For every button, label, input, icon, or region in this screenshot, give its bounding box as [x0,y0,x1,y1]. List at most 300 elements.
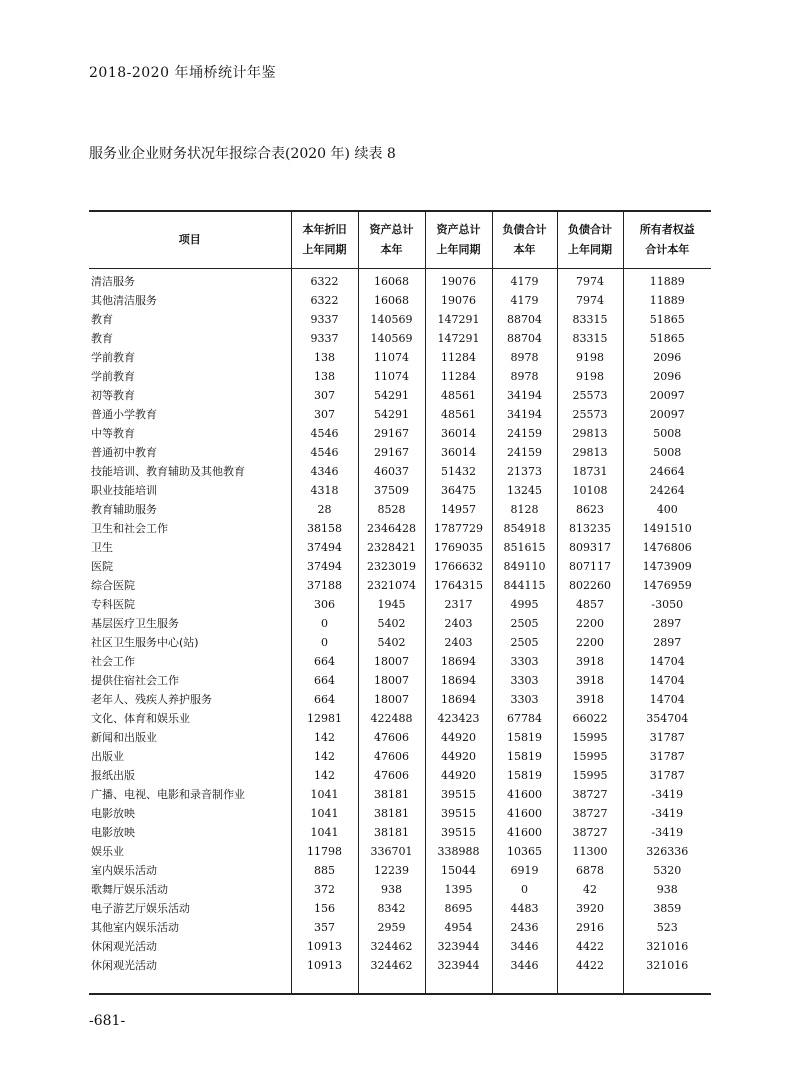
table-cell: 4179 [492,269,557,292]
row-label: 歌舞厅娱乐活动 [91,883,168,896]
row-label: 新闻和出版业 [91,731,157,744]
table-cell: 1766632 [425,557,492,576]
table-row [89,291,711,310]
table-cell: 142 [291,766,358,785]
column-header [623,211,711,269]
table-cell: 67784 [492,709,557,728]
table-cell: 19076 [425,291,492,310]
table-cell: 2096 [623,348,711,367]
table-cell: 11074 [358,367,425,386]
table-cell: 18694 [425,690,492,709]
table-cell: 11889 [623,291,711,310]
table-cell: 38727 [557,823,623,842]
table-row [89,823,711,842]
row-label: 学前教育 [91,370,135,383]
table-cell: 37494 [291,557,358,576]
table-row [89,880,711,899]
column-header-line: 负债合计 [502,223,547,236]
table-cell: 4422 [557,956,623,994]
table-cell: 66022 [557,709,623,728]
table-cell: 323944 [425,956,492,994]
table-cell: 9198 [557,367,623,386]
table-cell: 3303 [492,671,557,690]
table-cell: 147291 [425,329,492,348]
table-cell: 2403 [425,614,492,633]
table-cell: 12239 [358,861,425,880]
table-cell: 51432 [425,462,492,481]
table-cell: 306 [291,595,358,614]
table-cell: 2959 [358,918,425,937]
table-cell: 18731 [557,462,623,481]
row-label: 卫生 [91,541,113,554]
table-cell: 20097 [623,386,711,405]
table-cell: 38181 [358,823,425,842]
table-cell: 38181 [358,785,425,804]
table-row [89,310,711,329]
table-cell: 338988 [425,842,492,861]
row-label: 中等教育 [91,427,135,440]
row-label: 提供住宿社会工作 [91,674,179,687]
table-cell: 326336 [623,842,711,861]
table-cell: 37188 [291,576,358,595]
table-cell: 0 [291,633,358,652]
table-cell: 21373 [492,462,557,481]
table-cell: 4318 [291,481,358,500]
table-row [89,424,711,443]
table-cell: 1395 [425,880,492,899]
table-cell: 11074 [358,348,425,367]
table-cell: 10365 [492,842,557,861]
table-cell: 2505 [492,633,557,652]
table-cell: 5320 [623,861,711,880]
table-cell: 4546 [291,424,358,443]
table-cell: 0 [492,880,557,899]
table-cell: 41600 [492,823,557,842]
row-label: 卫生和社会工作 [91,522,168,535]
table-row [89,557,711,576]
table-cell: 16068 [358,269,425,292]
column-header [89,211,291,269]
table-row [89,462,711,481]
table-cell: 1041 [291,823,358,842]
table-cell: 3920 [557,899,623,918]
table-row [89,728,711,747]
table-row [89,690,711,709]
table-cell: 664 [291,652,358,671]
row-label: 职业技能培训 [91,484,157,497]
table-cell: 140569 [358,329,425,348]
table-cell: 10913 [291,937,358,956]
table-cell: 138 [291,348,358,367]
table-cell: 39515 [425,823,492,842]
table-cell: 51865 [623,329,711,348]
table-cell: 4546 [291,443,358,462]
table-cell: 29167 [358,443,425,462]
table-row [89,671,711,690]
table-cell: 8695 [425,899,492,918]
table-cell: -3419 [623,785,711,804]
table-cell: 357 [291,918,358,937]
table-cell: 31787 [623,728,711,747]
table-cell: 38181 [358,804,425,823]
table-caption: 服务业企业财务状况年报综合表(2020 年) 续表 8 [89,146,396,162]
row-label: 教育辅助服务 [91,503,157,516]
table-cell: 47606 [358,747,425,766]
row-label: 休闲观光活动 [91,940,157,953]
statistics-table [89,210,711,995]
table-cell: 36014 [425,424,492,443]
table-cell: 47606 [358,766,425,785]
table-cell: 4422 [557,937,623,956]
table-cell: 28 [291,500,358,519]
table-cell: 83315 [557,310,623,329]
table-cell: 29813 [557,443,623,462]
table-cell: 5402 [358,633,425,652]
table-row [89,899,711,918]
table-cell: 14957 [425,500,492,519]
table-cell: 42 [557,880,623,899]
table-cell: 11889 [623,269,711,292]
table-row [89,918,711,937]
table-row [89,861,711,880]
table-cell: 15819 [492,728,557,747]
table-cell: 2323019 [358,557,425,576]
row-label: 休闲观光活动 [89,956,291,994]
table-cell: 2897 [623,633,711,652]
table-cell: 36014 [425,443,492,462]
column-header-line: 合计本年 [645,243,690,256]
table-cell: 400 [623,500,711,519]
table-cell: 664 [291,690,358,709]
table-cell: 9337 [291,329,358,348]
table-cell: 12981 [291,709,358,728]
table-cell: 938 [623,880,711,899]
table-cell: 324462 [358,937,425,956]
table-body [89,269,711,995]
row-label: 教育 [91,313,113,326]
row-label: 技能培训、教育辅助及其他教育 [91,465,245,478]
table-cell: 5008 [623,443,711,462]
row-label: 医院 [91,560,113,573]
table-cell: 41600 [492,804,557,823]
table-cell: 321016 [623,956,711,994]
table-row [89,329,711,348]
row-label: 社会工作 [91,655,135,668]
table-cell: 4995 [492,595,557,614]
row-label: 娱乐业 [91,845,124,858]
table-cell: 14704 [623,652,711,671]
table-cell: 10108 [557,481,623,500]
table-cell: 3446 [492,937,557,956]
table-cell: 6322 [291,291,358,310]
table-header [89,211,711,269]
table-cell: 15995 [557,728,623,747]
table-cell: 844115 [492,576,557,595]
table-cell: 51865 [623,310,711,329]
table-cell: 140569 [358,310,425,329]
table-cell: 11798 [291,842,358,861]
row-label: 其他清洁服务 [91,294,157,307]
table-cell: 38727 [557,804,623,823]
table-cell: 54291 [358,386,425,405]
table-cell: 14704 [623,671,711,690]
table-cell: 15819 [492,766,557,785]
table-cell: 15995 [557,766,623,785]
row-label: 文化、体育和娱乐业 [91,712,190,725]
table-cell: 854918 [492,519,557,538]
table-cell: 18007 [358,690,425,709]
table-cell: -3050 [623,595,711,614]
table-cell: 1476959 [623,576,711,595]
table-cell: 6919 [492,861,557,880]
table-cell: 19076 [425,269,492,292]
table-cell: 88704 [492,329,557,348]
table-cell: -3419 [623,804,711,823]
table-cell: 0 [291,614,358,633]
row-label: 老年人、残疾人养护服务 [91,693,212,706]
table-cell: 372 [291,880,358,899]
table-cell: 2200 [557,614,623,633]
column-header [425,211,492,269]
table-cell: 15995 [557,747,623,766]
table-cell: 48561 [425,405,492,424]
table-cell: 46037 [358,462,425,481]
row-label: 普通小学教育 [91,408,157,421]
table-cell: 2200 [557,633,623,652]
table-cell: 31787 [623,766,711,785]
column-header-line: 资产总计 [436,223,481,236]
row-label: 室内娱乐活动 [91,864,157,877]
column-header-line: 上年同期 [436,243,481,256]
table-row [89,614,711,633]
table-cell: 156 [291,899,358,918]
page-number: -681- [89,1013,126,1029]
column-header-line: 资产总计 [369,223,414,236]
table-cell: 47606 [358,728,425,747]
table-cell: 2505 [492,614,557,633]
table-cell: 4483 [492,899,557,918]
table-cell: 8623 [557,500,623,519]
table-cell: 14704 [623,690,711,709]
table-cell: 323944 [425,937,492,956]
table-cell: 15819 [492,747,557,766]
table-cell: 1787729 [425,519,492,538]
table-cell: 3303 [492,690,557,709]
row-label: 电子游艺厅娱乐活动 [91,902,190,915]
table-cell: 18694 [425,671,492,690]
row-label: 社区卫生服务中心(站) [91,636,199,649]
table-row [89,348,711,367]
table-cell: 29167 [358,424,425,443]
column-header-line: 上年同期 [568,243,612,256]
column-header-line: 本年折旧 [302,223,347,236]
table-cell: 307 [291,405,358,424]
column-header-line: 上年同期 [302,243,347,256]
table-cell: 6322 [291,269,358,292]
table-cell: 4954 [425,918,492,937]
table-cell: 20097 [623,405,711,424]
table-cell: 38158 [291,519,358,538]
table-cell: 11284 [425,367,492,386]
table-cell: 1476806 [623,538,711,557]
table-row [89,709,711,728]
table-cell: 11284 [425,348,492,367]
table-cell: 147291 [425,310,492,329]
table-cell: 807117 [557,557,623,576]
table-row [89,766,711,785]
table-cell: 1769035 [425,538,492,557]
table-row [89,405,711,424]
table-cell: 3859 [623,899,711,918]
table-cell: 5008 [623,424,711,443]
table-cell: 849110 [492,557,557,576]
table-cell: 802260 [557,576,623,595]
table-cell: 8528 [358,500,425,519]
table-row [89,595,711,614]
table-cell: 25573 [557,405,623,424]
table-cell: 423423 [425,709,492,728]
table-cell: 2317 [425,595,492,614]
table-cell: 336701 [358,842,425,861]
table-cell: 16068 [358,291,425,310]
table-cell: 38727 [557,785,623,804]
table-row [89,481,711,500]
table-cell: 39515 [425,785,492,804]
row-label: 电影放映 [91,807,135,820]
row-label: 清洁服务 [91,275,135,288]
table-cell: 54291 [358,405,425,424]
table-cell: 1041 [291,804,358,823]
table-row [89,500,711,519]
table-cell: 938 [358,880,425,899]
table-cell: 2346428 [358,519,425,538]
table-cell: 15044 [425,861,492,880]
table-cell: 8978 [492,367,557,386]
table-cell: 2897 [623,614,711,633]
row-label: 学前教育 [91,351,135,364]
table-cell: 142 [291,728,358,747]
row-label: 其他室内娱乐活动 [91,921,179,934]
table-cell: 48561 [425,386,492,405]
table-row [89,538,711,557]
table-cell: 24159 [492,443,557,462]
column-header [358,211,425,269]
table-cell: 31787 [623,747,711,766]
table-cell: 354704 [623,709,711,728]
table-cell: 18007 [358,671,425,690]
table-cell: 8978 [492,348,557,367]
table-cell: 24159 [492,424,557,443]
table-cell: 809317 [557,538,623,557]
table-cell: 88704 [492,310,557,329]
table-cell: 18694 [425,652,492,671]
table-cell: 3918 [557,671,623,690]
table-cell: 9198 [557,348,623,367]
column-header [291,211,358,269]
table-cell: 24264 [623,481,711,500]
row-label: 初等教育 [91,389,135,402]
table-cell: 3918 [557,690,623,709]
table-cell: 37509 [358,481,425,500]
table-row [89,269,711,292]
table-cell: 4179 [492,291,557,310]
table-cell: 1945 [358,595,425,614]
row-label: 报纸出版 [91,769,135,782]
header-row [89,211,711,269]
table-row [89,842,711,861]
table-cell: 2436 [492,918,557,937]
table-cell: 6878 [557,861,623,880]
table-cell: 29813 [557,424,623,443]
table-row [89,519,711,538]
table-cell: 142 [291,747,358,766]
table-cell: 24664 [623,462,711,481]
table-cell: 41600 [492,785,557,804]
table-row [89,633,711,652]
table-cell: 307 [291,386,358,405]
table-row [89,443,711,462]
table-cell: 9337 [291,310,358,329]
table-cell: 2403 [425,633,492,652]
table-cell: 18007 [358,652,425,671]
table-cell: 2916 [557,918,623,937]
table-cell: 813235 [557,519,623,538]
table-cell: 37494 [291,538,358,557]
column-header-line: 所有者权益 [639,223,695,236]
table-row [89,937,711,956]
table-cell: 3918 [557,652,623,671]
column-header [557,211,623,269]
row-label: 基层医疗卫生服务 [91,617,179,630]
table-row [89,785,711,804]
table-cell: -3419 [623,823,711,842]
table-cell: 2321074 [358,576,425,595]
table-cell: 1764315 [425,576,492,595]
table-cell: 44920 [425,747,492,766]
column-header-line: 负债合计 [568,223,612,236]
table-cell: 83315 [557,329,623,348]
table-cell: 44920 [425,728,492,747]
table-cell: 664 [291,671,358,690]
table-cell: 138 [291,367,358,386]
table-cell: 4346 [291,462,358,481]
table-cell: 11300 [557,842,623,861]
table-cell: 2328421 [358,538,425,557]
table-cell: 34194 [492,386,557,405]
table-cell: 4857 [557,595,623,614]
table-cell: 3446 [492,956,557,994]
table-cell: 422488 [358,709,425,728]
table-cell: 39515 [425,804,492,823]
column-header-line: 本年 [380,243,403,256]
table-cell: 8128 [492,500,557,519]
row-label: 教育 [91,332,113,345]
table-cell: 1473909 [623,557,711,576]
column-header-line: 项目 [178,233,201,246]
table-cell: 5402 [358,614,425,633]
row-label: 电影放映 [91,826,135,839]
table-cell: 34194 [492,405,557,424]
row-label: 普通初中教育 [91,446,157,459]
table-cell: 2096 [623,367,711,386]
row-label: 出版业 [91,750,124,763]
table-cell: 7974 [557,291,623,310]
table-row [89,367,711,386]
table-cell: 36475 [425,481,492,500]
row-label: 综合医院 [91,579,135,592]
table-row [89,747,711,766]
table-cell: 321016 [623,937,711,956]
